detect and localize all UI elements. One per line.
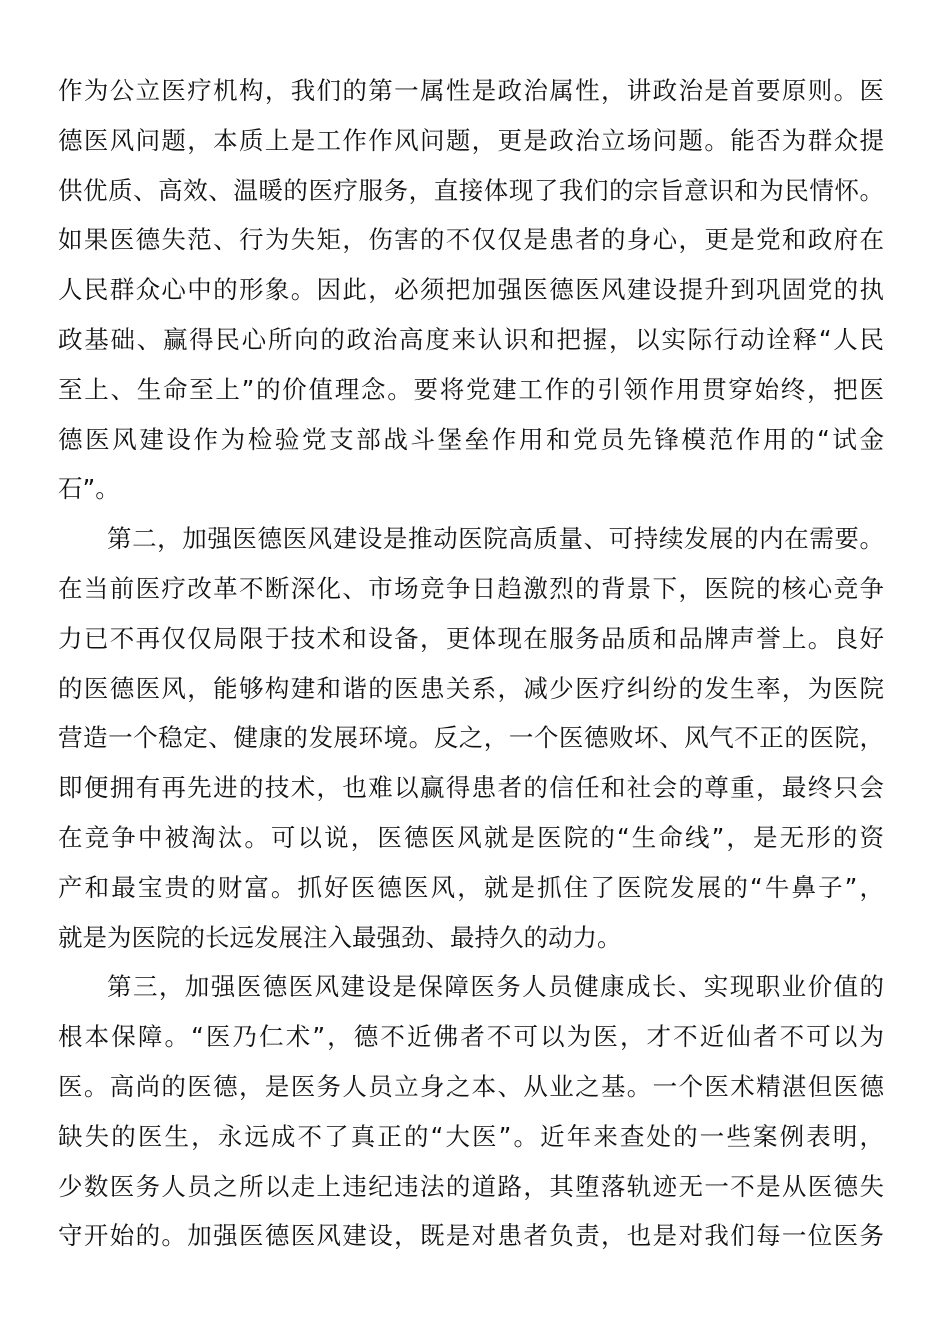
text-line: 守开始的。加强医德医风建设，既是对患者负责，也是对我们每一位医务 [58,1221,884,1251]
text-line: 石”。 [58,474,120,504]
text-line: 在当前医疗改革不断深化、市场竞争日趋激烈的背景下，医院的核心竞争 [58,573,884,603]
text-line: 政基础、赢得民心所向的政治高度来认识和把握，以实际行动诠释“人民 [58,324,884,354]
text-line: 如果医德失范、行为失矩，伤害的不仅仅是患者的身心，更是党和政府在 [58,225,884,255]
text-line: 缺失的医生，永远成不了真正的“大医”。近年来查处的一些案例表明， [58,1121,884,1151]
text-line: 医。高尚的医德，是医务人员立身之本、从业之基。一个医术精湛但医德 [58,1071,884,1101]
text-line: 根本保障。“医乃仁术”，德不近佛者不可以为医，才不近仙者不可以为 [58,1022,884,1052]
text-line: 即便拥有再先进的技术，也难以赢得患者的信任和社会的尊重，最终只会 [58,773,884,803]
paragraph-first-line: 第三，加强医德医风建设是保障医务人员健康成长、实现职业价值的 [107,972,884,1002]
text-line: 人民群众心中的形象。因此，必须把加强医德医风建设提升到巩固党的执 [58,275,884,305]
text-line: 就是为医院的长远发展注入最强劲、最持久的动力。 [58,922,622,952]
text-line: 营造一个稳定、健康的发展环境。反之，一个医德败坏、风气不正的医院， [58,723,884,753]
text-line: 至上、生命至上”的价值理念。要将党建工作的引领作用贯穿始终，把医 [58,374,884,404]
text-line: 供优质、高效、温暖的医疗服务，直接体现了我们的宗旨意识和为民情怀。 [58,175,884,205]
text-line: 力已不再仅仅局限于技术和设备，更体现在服务品质和品牌声誉上。良好 [58,623,884,653]
text-line: 在竞争中被淘汰。可以说，医德医风就是医院的“生命线”，是无形的资 [58,822,884,852]
paragraph-first-line: 第二，加强医德医风建设是推动医院高质量、可持续发展的内在需要。 [107,524,884,554]
text-line: 作为公立医疗机构，我们的第一属性是政治属性，讲政治是首要原则。医 [58,76,884,105]
text-line: 少数医务人员之所以走上违纪违法的道路，其堕落轨迹无一不是从医德失 [58,1171,884,1201]
text-line: 产和最宝贵的财富。抓好医德医风，就是抓住了医院发展的“牛鼻子”， [58,872,884,902]
text-line: 德医风问题，本质上是工作作风问题，更是政治立场问题。能否为群众提 [58,125,884,155]
body-text [58,66,884,1261]
text-line: 的医德医风，能够构建和谐的医患关系，减少医疗纠纷的发生率，为医院 [58,673,884,703]
text-line: 德医风建设作为检验党支部战斗堡垒作用和党员先锋模范作用的“试金 [58,424,884,454]
